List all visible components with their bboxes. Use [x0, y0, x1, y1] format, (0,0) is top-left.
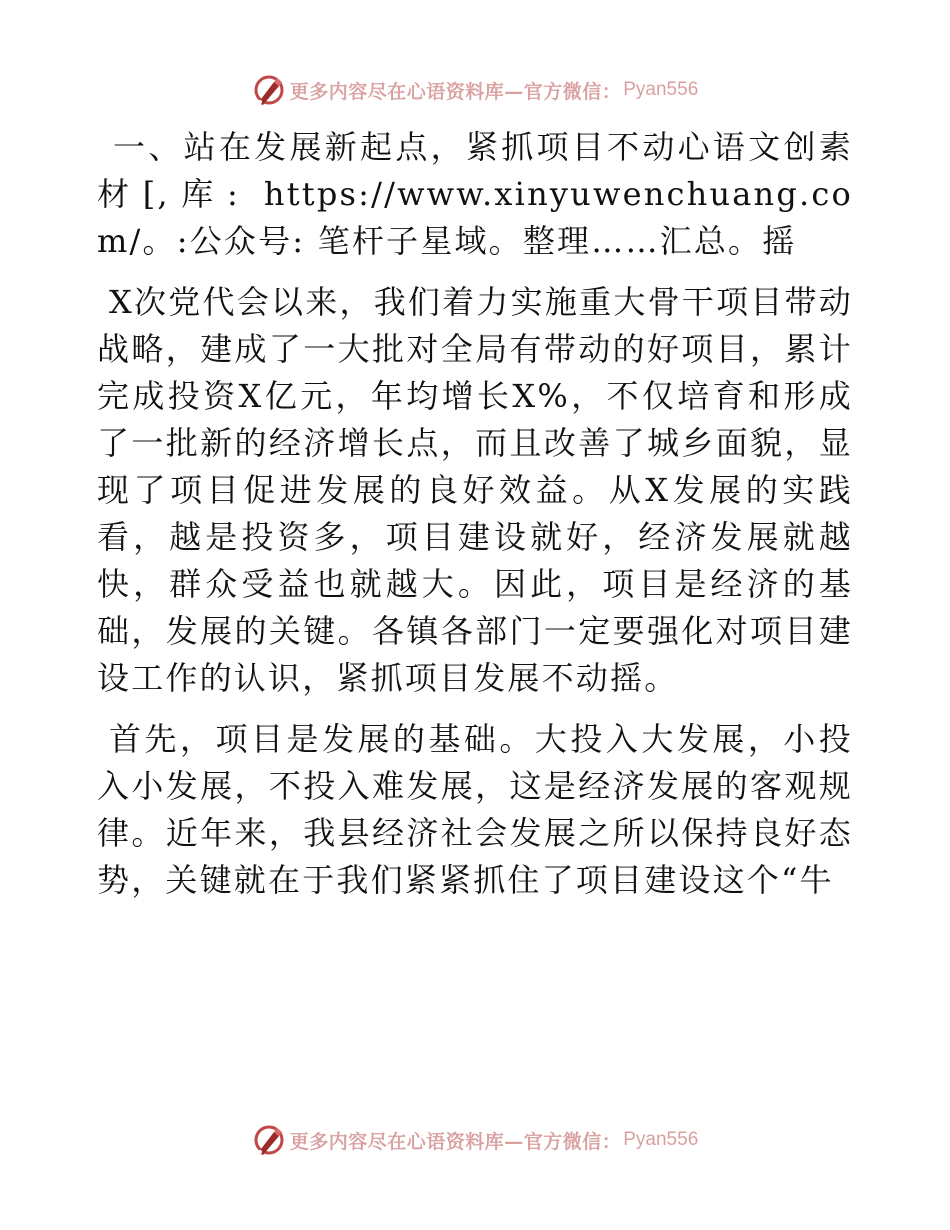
- watermark-text: 更多内容尽在心语资料库—官方微信：: [289, 1130, 622, 1153]
- watermark-banner-bottom: [0, 1120, 950, 1160]
- pen-logo-icon: [252, 1123, 286, 1157]
- watermark-text: 更多内容尽在心语资料库—官方微信：: [289, 80, 622, 103]
- paragraph-project-foundation: 首先，项目是发展的基础。大投入大发展，小投入小发展，不投入难发展，这是经济发展的客观规律。近年来，我县经济社会发展之所以保持良好态势，关键就在于我们紧紧抓住了项目建设这个“牛: [97, 720, 853, 899]
- watermark-wechat-id: Pyan556: [623, 1129, 699, 1150]
- paragraph-project-strategy: X次党代会以来，我们着力实施重大骨干项目带动战略，建成了一大批对全局有带动的好项目，累计完成投资X亿元，年均增长X%，不仅培育和形成了一批新的经济增长点，而且改善了城乡面貌，显现了项目促进发展的良好效益。从X发展的实践看，越是投资多，项目建设就好，经济发展就越快，群众受益也就越大。因此，项目是经济的基础，发展的关键。各镇各部门一定要强化对项目建设工作的认识，紧抓项目发展不动摇。: [97, 283, 853, 697]
- watermark-banner-top: [0, 70, 950, 110]
- watermark-wechat-id: Pyan556: [623, 79, 699, 100]
- pen-logo-icon: [252, 73, 286, 107]
- paragraph-section-heading: 一、站在发展新起点，紧抓项目不动心语文创素材[,库: https://www.xinyuwenchuang.com/。:公众号: 笔杆子星域。整理……汇总。摇: [97, 128, 853, 260]
- document-body: [97, 124, 853, 904]
